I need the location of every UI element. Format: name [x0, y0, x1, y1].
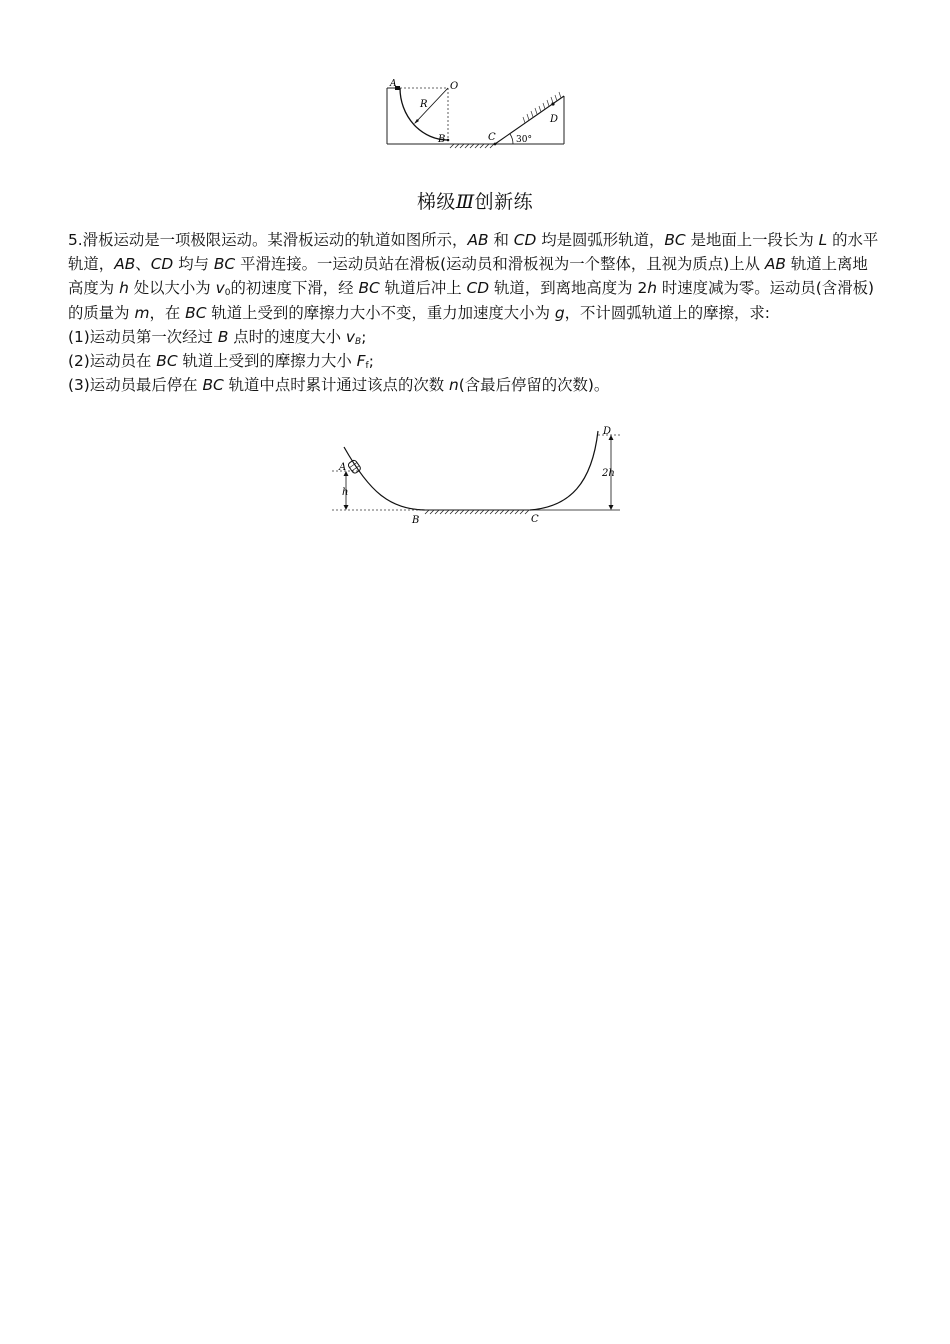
label-o: O	[450, 81, 459, 92]
label-h: h	[342, 487, 349, 498]
label-angle: 30°	[516, 135, 532, 145]
section-title-suffix: 创新练	[474, 191, 534, 213]
section-title-roman: Ⅲ	[455, 191, 475, 213]
question-2: (2)运动员在 BC 轨道上受到的摩擦力大小 $F_f$;	[68, 352, 374, 372]
label-b: B	[438, 134, 446, 145]
label-d: D	[550, 114, 559, 125]
question-1: (1)运动员第一次经过 B 点时的速度大小 $v_B$;	[68, 327, 367, 347]
label-a: A	[339, 462, 347, 473]
label-r: R	[420, 99, 428, 110]
figure-bottom-track	[330, 423, 622, 529]
label-c: C	[488, 132, 496, 143]
label-a: A	[390, 79, 397, 89]
section-title	[0, 187, 950, 214]
figure-top-track	[380, 76, 575, 152]
label-b: B	[412, 515, 420, 526]
problem-stem: 5.滑板运动是一项极限运动。某滑板运动的轨道如图所示，AB 和 CD 均是圆弧形轨道，BC 是地面上一段长为 L 的水平轨道，AB、CD 均与 BC 平滑连接。一运动员站在滑板(运动员和滑板视为一个整体，且视为质点)上从 AB 轨道上离地高度为 h 处以大小为 $v_0$的初速度下滑，经 BC 轨道后冲上 CD 轨道，到离地高度为 2h 时速度减为零。运动员(含滑板)的质量为 m，在 BC 轨道上受到的摩擦力大小不变，重力加速度大小为 g，不计圆弧轨道上的摩擦，求:	[68, 231, 879, 322]
question-3: (3)运动员最后停在 BC 轨道中点时累计通过该点的次数 n(含最后停留的次数)。	[68, 376, 610, 395]
label-2h: 2h	[602, 468, 615, 479]
problem-5	[68, 228, 883, 397]
label-c: C	[531, 514, 539, 525]
section-title-prefix: 梯级	[416, 191, 456, 213]
label-d: D	[603, 426, 612, 437]
